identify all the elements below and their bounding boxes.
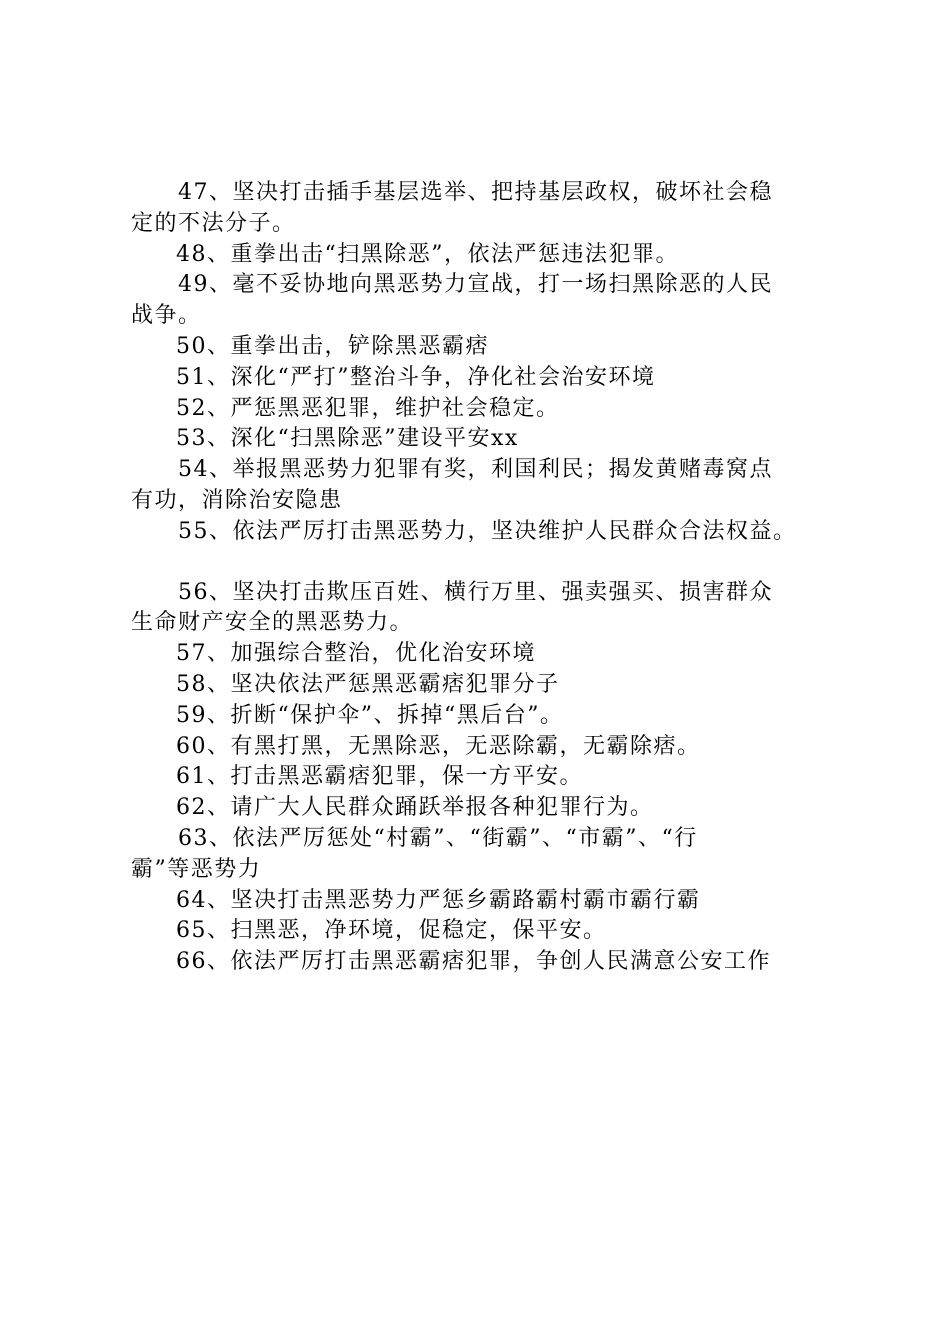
list-item-text: 54、举报黑恶势力犯罪有奖，利国利民；揭发黄赌毒窝点 [178, 457, 773, 483]
list-item-59: 59、折断“保护伞”、拆掉“黑后台”。 [176, 702, 564, 728]
list-item-61: 61、打击黑恶霸痞犯罪，保一方平安。 [176, 764, 583, 790]
list-item-text: 56、坚决打击欺压百姓、横行万里、强卖强买、损害群众 [178, 579, 773, 605]
list-item-60: 60、有黑打黑，无黑除恶，无恶除霸，无霸除痞。 [176, 733, 701, 759]
list-item-text-continued: 霸”等恶势力 [131, 856, 262, 882]
list-item-57: 57、加强综合整治，优化治安环境 [176, 641, 536, 667]
list-item-63 [131, 824, 851, 886]
list-item-53: 53、深化“扫黑除恶”建设平安xx [176, 426, 519, 452]
document-body [131, 178, 851, 978]
list-item-52: 52、严惩黑恶犯罪，维护社会稳定。 [176, 395, 560, 421]
paragraph-gap [131, 548, 851, 578]
list-item-text: 55、依法严厉打击黑恶势力，坚决维护人民群众合法权益。 [178, 518, 797, 544]
list-item-text: 63、依法严厉惩处“村霸”、“街霸”、“市霸”、“行 [178, 825, 698, 851]
list-item-49 [131, 270, 851, 332]
list-item-64: 64、坚决打击黑恶势力严惩乡霸路霸村霸市霸行霸 [176, 887, 701, 913]
list-item-text-continued: 战争。 [131, 303, 202, 329]
list-item-text: 49、毫不妥协地向黑恶势力宣战，打一场扫黑除恶的人民 [178, 272, 773, 298]
list-item-62: 62、请广大人民群众踊跃举报各种犯罪行为。 [176, 795, 654, 821]
list-item-55 [131, 517, 851, 548]
list-item-47 [131, 178, 851, 240]
list-item-56 [131, 578, 851, 640]
list-item-66: 66、依法严厉打击黑恶霸痞犯罪，争创人民满意公安工作 [176, 949, 771, 975]
list-item-text: 47、坚决打击插手基层选举、把持基层政权，破坏社会稳 [178, 180, 773, 205]
list-item-text-continued: 定的不法分子。 [131, 210, 296, 236]
list-item-58: 58、坚决依法严惩黑恶霸痞犯罪分子 [176, 671, 560, 697]
list-item-51: 51、深化“严打”整治斗争，净化社会治安环境 [176, 364, 656, 390]
list-item-48: 48、重拳出击“扫黑除恶”，依法严惩违法犯罪。 [176, 241, 679, 267]
list-item-50: 50、重拳出击，铲除黑恶霸痞 [176, 333, 489, 359]
list-item-text-continued: 有功，消除治安隐患 [131, 487, 343, 513]
list-item-text-continued: 生命财产安全的黑恶势力。 [131, 610, 414, 636]
list-item-65: 65、扫黑恶，净环境，促稳定，保平安。 [176, 918, 607, 944]
list-item-54 [131, 455, 851, 517]
